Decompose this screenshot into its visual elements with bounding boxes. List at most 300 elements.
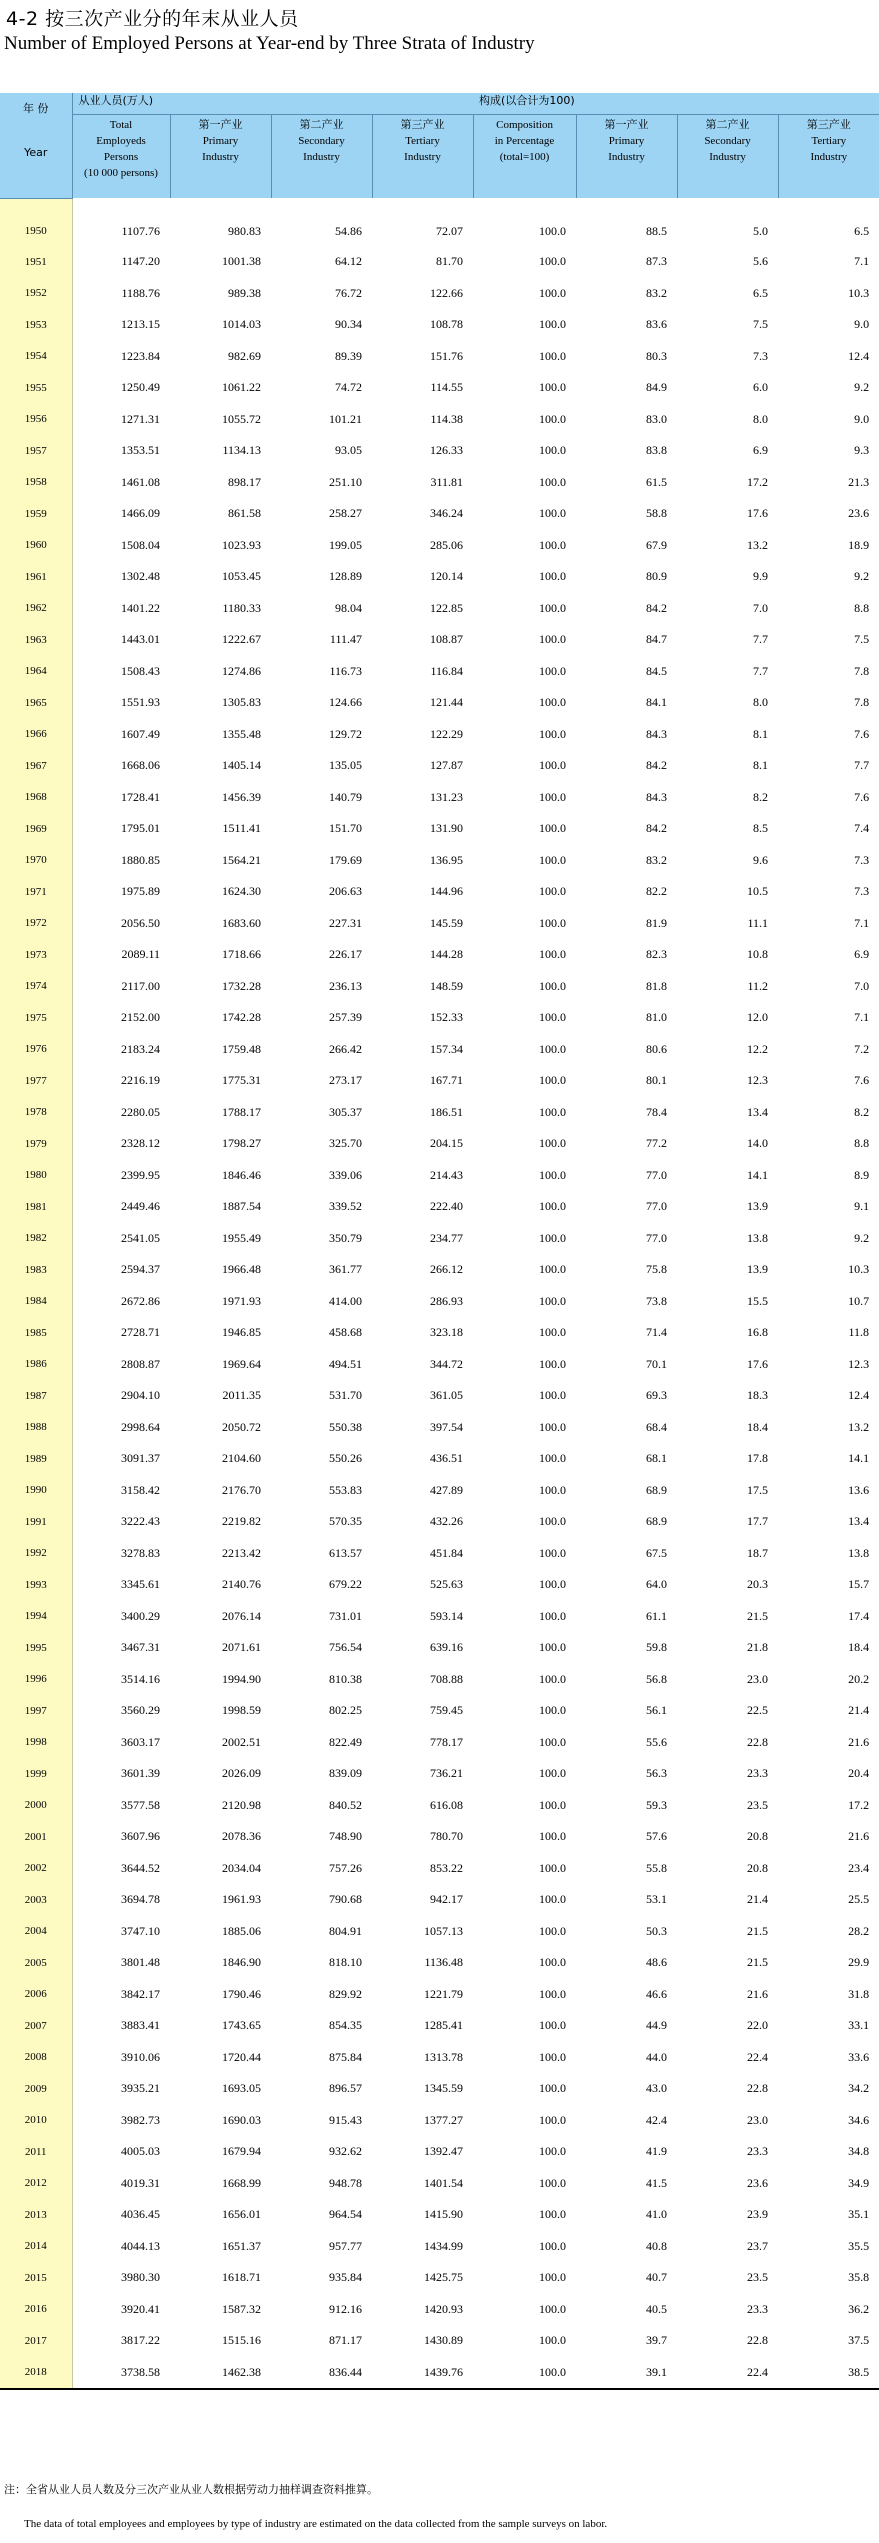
table-row — [0, 1821, 879, 1853]
value-cell: 1456.39 — [222, 789, 261, 804]
value-cell: 40.8 — [646, 2238, 668, 2253]
value-cell: 11.1 — [747, 915, 769, 930]
value-cell: 144.96 — [430, 884, 464, 899]
value-cell: 128.89 — [329, 569, 362, 584]
year-cell: 1951 — [0, 246, 72, 278]
value-cell: 12.3 — [747, 1073, 769, 1088]
value-cell: 1790.46 — [222, 1986, 261, 2001]
value-cell: 2219.82 — [222, 1514, 261, 1529]
value-cell: 1461.08 — [121, 474, 160, 489]
table-row — [0, 1947, 879, 1979]
table-row — [0, 782, 879, 814]
value-cell: 778.17 — [430, 1734, 464, 1749]
value-cell: 3514.16 — [121, 1671, 160, 1686]
value-cell: 361.77 — [329, 1262, 362, 1277]
value-cell: 83.8 — [646, 443, 668, 458]
value-cell: 82.2 — [646, 884, 668, 899]
value-cell: 810.38 — [329, 1671, 362, 1686]
value-cell: 1136.48 — [424, 1955, 464, 1970]
table-row — [0, 341, 879, 373]
value-cell: 1053.45 — [222, 569, 261, 584]
value-cell: 100.0 — [539, 1010, 567, 1025]
value-cell: 93.05 — [335, 443, 362, 458]
value-cell: 8.1 — [753, 726, 769, 741]
value-cell: 829.92 — [329, 1986, 362, 2001]
value-cell: 80.6 — [646, 1041, 668, 1056]
value-cell: 6.9 — [854, 947, 870, 962]
value-cell: 13.4 — [747, 1104, 769, 1119]
table-row — [0, 2168, 879, 2200]
table-row — [0, 1758, 879, 1790]
value-cell: 100.0 — [539, 1892, 567, 1907]
value-cell: 226.17 — [329, 947, 362, 962]
value-cell: 129.72 — [329, 726, 362, 741]
value-cell: 285.06 — [430, 537, 464, 552]
year-cell: 1978 — [0, 1097, 72, 1129]
table-row — [0, 467, 879, 499]
value-cell: 339.06 — [329, 1167, 362, 1182]
value-cell: 22.8 — [747, 2081, 769, 2096]
value-cell: 39.7 — [646, 2333, 668, 2348]
value-cell: 100.0 — [539, 1766, 567, 1781]
value-cell: 1683.60 — [222, 915, 261, 930]
value-cell: 56.3 — [646, 1766, 668, 1781]
value-cell: 6.5 — [854, 223, 870, 238]
value-cell: 100.0 — [539, 2238, 567, 2253]
value-cell: 31.8 — [848, 1986, 870, 2001]
value-cell: 101.21 — [329, 411, 362, 426]
value-cell: 1718.66 — [222, 947, 261, 962]
value-cell: 570.35 — [329, 1514, 362, 1529]
value-cell: 25.5 — [848, 1892, 870, 1907]
value-cell: 87.3 — [646, 254, 668, 269]
value-cell: 23.6 — [747, 2175, 769, 2190]
value-cell: 100.0 — [539, 443, 567, 458]
table-row — [0, 198, 879, 246]
value-cell: 875.84 — [329, 2049, 362, 2064]
year-cell: 1967 — [0, 750, 72, 782]
value-cell: 344.72 — [430, 1356, 464, 1371]
value-cell: 1302.48 — [121, 569, 160, 584]
value-cell: 84.5 — [646, 663, 668, 678]
value-cell: 3601.39 — [121, 1766, 160, 1781]
value-cell: 100.0 — [539, 1230, 567, 1245]
value-cell: 100.0 — [539, 2081, 567, 2096]
year-cell: 1989 — [0, 1443, 72, 1475]
year-cell: 1966 — [0, 719, 72, 751]
year-cell: 1996 — [0, 1664, 72, 1696]
year-cell: 1977 — [0, 1065, 72, 1097]
value-cell: 802.25 — [329, 1703, 362, 1718]
value-cell: 1732.28 — [222, 978, 261, 993]
year-cell: 1988 — [0, 1412, 72, 1444]
value-cell: 12.3 — [848, 1356, 870, 1371]
value-cell: 1439.76 — [424, 2364, 464, 2379]
value-cell: 2280.05 — [121, 1104, 160, 1119]
value-cell: 1742.28 — [222, 1010, 261, 1025]
value-cell: 83.0 — [646, 411, 668, 426]
year-cell: 1995 — [0, 1632, 72, 1664]
value-cell: 214.43 — [430, 1167, 464, 1182]
value-cell: 100.0 — [539, 978, 567, 993]
value-cell: 100.0 — [539, 632, 567, 647]
value-cell: 100.0 — [539, 1797, 567, 1812]
value-cell: 100.0 — [539, 411, 567, 426]
value-cell: 84.3 — [646, 789, 668, 804]
year-cell: 2005 — [0, 1947, 72, 1979]
value-cell: 100.0 — [539, 1640, 567, 1655]
table-row — [0, 372, 879, 404]
value-cell: 29.9 — [848, 1955, 870, 1970]
value-cell: 81.9 — [646, 915, 668, 930]
value-cell: 55.6 — [646, 1734, 668, 1749]
value-cell: 2078.36 — [222, 1829, 261, 1844]
table-row — [0, 1317, 879, 1349]
year-cell: 1980 — [0, 1160, 72, 1192]
year-cell: 2013 — [0, 2199, 72, 2231]
value-cell: 15.7 — [848, 1577, 870, 1592]
value-cell: 100.0 — [539, 1293, 567, 1308]
value-cell: 82.3 — [646, 947, 668, 962]
value-cell: 3400.29 — [121, 1608, 160, 1623]
year-cell: 1985 — [0, 1317, 72, 1349]
value-cell: 100.0 — [539, 1955, 567, 1970]
table-row — [0, 1601, 879, 1633]
value-cell: 72.07 — [436, 223, 464, 238]
value-cell: 116.84 — [430, 663, 464, 678]
value-cell: 982.69 — [228, 348, 261, 363]
value-cell: 3278.83 — [121, 1545, 160, 1560]
value-cell: 21.5 — [747, 1955, 769, 1970]
value-cell: 6.0 — [753, 380, 769, 395]
value-cell: 77.2 — [646, 1136, 668, 1151]
value-cell: 100.0 — [539, 2333, 567, 2348]
value-cell: 350.79 — [329, 1230, 362, 1245]
value-cell: 100.0 — [539, 1136, 567, 1151]
value-cell: 23.7 — [747, 2238, 769, 2253]
value-cell: 100.0 — [539, 1167, 567, 1182]
value-cell: 7.6 — [854, 789, 870, 804]
value-cell: 7.3 — [753, 348, 769, 363]
value-cell: 43.0 — [646, 2081, 668, 2096]
value-cell: 616.08 — [430, 1797, 464, 1812]
table-row — [0, 971, 879, 1003]
value-cell: 1798.27 — [222, 1136, 261, 1151]
value-cell: 3694.78 — [121, 1892, 160, 1907]
value-cell: 68.9 — [646, 1482, 668, 1497]
value-cell: 1250.49 — [121, 380, 160, 395]
year-cell: 1992 — [0, 1538, 72, 1570]
column-header: Total Employeds Persons (10 000 persons) — [72, 115, 170, 199]
value-cell: 17.2 — [848, 1797, 870, 1812]
value-cell: 100.0 — [539, 1860, 567, 1875]
year-cell: 1990 — [0, 1475, 72, 1507]
value-cell: 731.01 — [329, 1608, 362, 1623]
value-cell: 311.81 — [430, 474, 464, 489]
year-cell: 1961 — [0, 561, 72, 593]
value-cell: 41.5 — [646, 2175, 668, 2190]
value-cell: 1887.54 — [222, 1199, 261, 1214]
value-cell: 12.4 — [848, 1388, 870, 1403]
value-cell: 83.6 — [646, 317, 668, 332]
value-cell: 1759.48 — [222, 1041, 261, 1056]
value-cell: 35.8 — [848, 2270, 870, 2285]
value-cell: 3747.10 — [121, 1923, 160, 1938]
value-cell: 9.2 — [854, 380, 870, 395]
value-cell: 2152.00 — [121, 1010, 160, 1025]
table-row — [0, 845, 879, 877]
value-cell: 2808.87 — [121, 1356, 160, 1371]
value-cell: 1061.22 — [222, 380, 261, 395]
value-cell: 100.0 — [539, 821, 567, 836]
value-cell: 84.9 — [646, 380, 668, 395]
table-row — [0, 1128, 879, 1160]
value-cell: 525.63 — [430, 1577, 464, 1592]
value-cell: 1994.90 — [222, 1671, 261, 1686]
value-cell: 1147.20 — [121, 254, 160, 269]
year-cell: 1971 — [0, 876, 72, 908]
value-cell: 1305.83 — [222, 695, 261, 710]
value-cell: 9.3 — [854, 443, 870, 458]
value-cell: 2034.04 — [222, 1860, 261, 1875]
value-cell: 1846.90 — [222, 1955, 261, 1970]
value-cell: 151.76 — [430, 348, 464, 363]
value-cell: 989.38 — [228, 285, 261, 300]
table-row — [0, 2262, 879, 2294]
value-cell: 222.40 — [430, 1199, 464, 1214]
value-cell: 822.49 — [329, 1734, 362, 1749]
table-row — [0, 1664, 879, 1696]
value-cell: 120.14 — [430, 569, 464, 584]
value-cell: 1134.13 — [222, 443, 261, 458]
year-cell: 1955 — [0, 372, 72, 404]
value-cell: 1430.89 — [424, 2333, 464, 2348]
value-cell: 1274.86 — [222, 663, 261, 678]
value-cell: 896.57 — [329, 2081, 362, 2096]
value-cell: 84.2 — [646, 758, 668, 773]
value-cell: 1880.85 — [121, 852, 160, 867]
table-row — [0, 404, 879, 436]
value-cell: 1971.93 — [222, 1293, 261, 1308]
year-cell: 2002 — [0, 1853, 72, 1885]
value-cell: 550.26 — [329, 1451, 362, 1466]
value-cell: 1788.17 — [222, 1104, 261, 1119]
table-row — [0, 2294, 879, 2326]
value-cell: 4044.13 — [121, 2238, 160, 2253]
value-cell: 206.63 — [329, 884, 362, 899]
value-cell: 145.59 — [430, 915, 464, 930]
value-cell: 100.0 — [539, 1388, 567, 1403]
table-row — [0, 2010, 879, 2042]
value-cell: 1969.64 — [222, 1356, 261, 1371]
value-cell: 22.0 — [747, 2018, 769, 2033]
value-cell: 100.0 — [539, 285, 567, 300]
value-cell: 3982.73 — [121, 2112, 160, 2127]
table-row — [0, 498, 879, 530]
year-cell: 2018 — [0, 2357, 72, 2389]
group-header-composition: 构成(以合计为100) — [473, 93, 879, 115]
value-cell: 114.55 — [430, 380, 464, 395]
value-cell: 34.9 — [848, 2175, 870, 2190]
value-cell: 152.33 — [430, 1010, 464, 1025]
year-cell: 1979 — [0, 1128, 72, 1160]
year-column-header: 年 份 Year — [0, 93, 72, 198]
value-cell: 74.72 — [335, 380, 362, 395]
value-cell: 20.4 — [848, 1766, 870, 1781]
value-cell: 898.17 — [228, 474, 261, 489]
value-cell: 3603.17 — [121, 1734, 160, 1749]
value-cell: 21.4 — [747, 1892, 769, 1907]
value-cell: 23.9 — [747, 2207, 769, 2222]
value-cell: 397.54 — [430, 1419, 464, 1434]
value-cell: 122.29 — [430, 726, 464, 741]
year-cell: 2001 — [0, 1821, 72, 1853]
value-cell: 21.8 — [747, 1640, 769, 1655]
value-cell: 44.9 — [646, 2018, 668, 2033]
value-cell: 108.78 — [430, 317, 464, 332]
year-cell: 2012 — [0, 2168, 72, 2200]
value-cell: 266.12 — [430, 1262, 464, 1277]
value-cell: 1564.21 — [222, 852, 261, 867]
value-cell: 21.6 — [848, 1734, 870, 1749]
value-cell: 17.7 — [747, 1514, 769, 1529]
table-row — [0, 1916, 879, 1948]
value-cell: 28.2 — [848, 1923, 870, 1938]
value-cell: 122.85 — [430, 600, 464, 615]
value-cell: 17.2 — [747, 474, 769, 489]
value-cell: 14.0 — [747, 1136, 769, 1151]
table-row — [0, 1538, 879, 1570]
value-cell: 64.0 — [646, 1577, 668, 1592]
value-cell: 100.0 — [539, 852, 567, 867]
value-cell: 15.5 — [747, 1293, 769, 1308]
year-cell: 1991 — [0, 1506, 72, 1538]
value-cell: 11.2 — [747, 978, 769, 993]
value-cell: 55.8 — [646, 1860, 668, 1875]
value-cell: 1795.01 — [121, 821, 160, 836]
table-row — [0, 1790, 879, 1822]
year-cell: 1983 — [0, 1254, 72, 1286]
value-cell: 100.0 — [539, 537, 567, 552]
value-cell: 804.91 — [329, 1923, 362, 1938]
value-cell: 2050.72 — [222, 1419, 261, 1434]
year-cell: 1952 — [0, 278, 72, 310]
year-cell: 1954 — [0, 341, 72, 373]
year-cell: 2010 — [0, 2105, 72, 2137]
year-cell: 2016 — [0, 2294, 72, 2326]
table-row — [0, 246, 879, 278]
year-cell: 1982 — [0, 1223, 72, 1255]
value-cell: 21.4 — [848, 1703, 870, 1718]
value-cell: 18.4 — [848, 1640, 870, 1655]
value-cell: 7.3 — [854, 884, 870, 899]
value-cell: 1720.44 — [222, 2049, 261, 2064]
value-cell: 9.0 — [854, 411, 870, 426]
value-cell: 3467.31 — [121, 1640, 160, 1655]
value-cell: 7.1 — [854, 915, 870, 930]
value-cell: 9.9 — [753, 569, 769, 584]
year-cell: 1965 — [0, 687, 72, 719]
table-row — [0, 939, 879, 971]
value-cell: 2998.64 — [121, 1419, 160, 1434]
table-row — [0, 624, 879, 656]
table-row — [0, 2042, 879, 2074]
value-cell: 1946.85 — [222, 1325, 261, 1340]
table-row — [0, 2073, 879, 2105]
table-row — [0, 2357, 879, 2389]
table-row — [0, 309, 879, 341]
value-cell: 17.6 — [747, 506, 769, 521]
year-cell: 1986 — [0, 1349, 72, 1381]
value-cell: 23.4 — [848, 1860, 870, 1875]
value-cell: 2011.35 — [222, 1388, 261, 1403]
value-cell: 100.0 — [539, 1545, 567, 1560]
value-cell: 23.3 — [747, 1766, 769, 1781]
value-cell: 100.0 — [539, 726, 567, 741]
table-row — [0, 1569, 879, 1601]
year-cell: 2014 — [0, 2231, 72, 2263]
value-cell: 10.3 — [848, 1262, 870, 1277]
value-cell: 818.10 — [329, 1955, 362, 1970]
value-cell: 100.0 — [539, 474, 567, 489]
value-cell: 7.6 — [854, 1073, 870, 1088]
value-cell: 100.0 — [539, 1829, 567, 1844]
table-row — [0, 1097, 879, 1129]
value-cell: 199.05 — [329, 537, 362, 552]
value-cell: 964.54 — [329, 2207, 362, 2222]
value-cell: 100.0 — [539, 317, 567, 332]
value-cell: 458.68 — [329, 1325, 362, 1340]
year-cell: 1987 — [0, 1380, 72, 1412]
value-cell: 8.8 — [854, 1136, 870, 1151]
employment-table — [0, 93, 879, 2388]
value-cell: 36.2 — [848, 2301, 870, 2316]
year-cell: 2008 — [0, 2042, 72, 2074]
value-cell: 61.1 — [646, 1608, 668, 1623]
value-cell: 23.5 — [747, 1797, 769, 1812]
value-cell: 151.70 — [329, 821, 362, 836]
value-cell: 18.4 — [747, 1419, 769, 1434]
value-cell: 2216.19 — [121, 1073, 160, 1088]
value-cell: 427.89 — [430, 1482, 464, 1497]
value-cell: 84.1 — [646, 695, 668, 710]
value-cell: 100.0 — [539, 695, 567, 710]
year-cell: 1960 — [0, 530, 72, 562]
value-cell: 1271.31 — [121, 411, 160, 426]
value-cell: 131.90 — [430, 821, 464, 836]
value-cell: 1961.93 — [222, 1892, 261, 1907]
value-cell: 58.8 — [646, 506, 668, 521]
value-cell: 21.3 — [848, 474, 870, 489]
value-cell: 1377.27 — [424, 2112, 464, 2127]
value-cell: 17.6 — [747, 1356, 769, 1371]
value-cell: 1668.99 — [222, 2175, 261, 2190]
value-cell: 59.3 — [646, 1797, 668, 1812]
value-cell: 23.0 — [747, 2112, 769, 2127]
value-cell: 2117.00 — [121, 978, 160, 993]
table-row — [0, 1979, 879, 2011]
value-cell: 100.0 — [539, 2301, 567, 2316]
value-cell: 54.86 — [335, 223, 362, 238]
year-cell: 1957 — [0, 435, 72, 467]
table-row — [0, 813, 879, 845]
value-cell: 1392.47 — [424, 2144, 464, 2159]
year-cell: 1994 — [0, 1601, 72, 1633]
value-cell: 100.0 — [539, 915, 567, 930]
table-row — [0, 530, 879, 562]
value-cell: 236.13 — [329, 978, 362, 993]
value-cell: 780.70 — [430, 1829, 464, 1844]
